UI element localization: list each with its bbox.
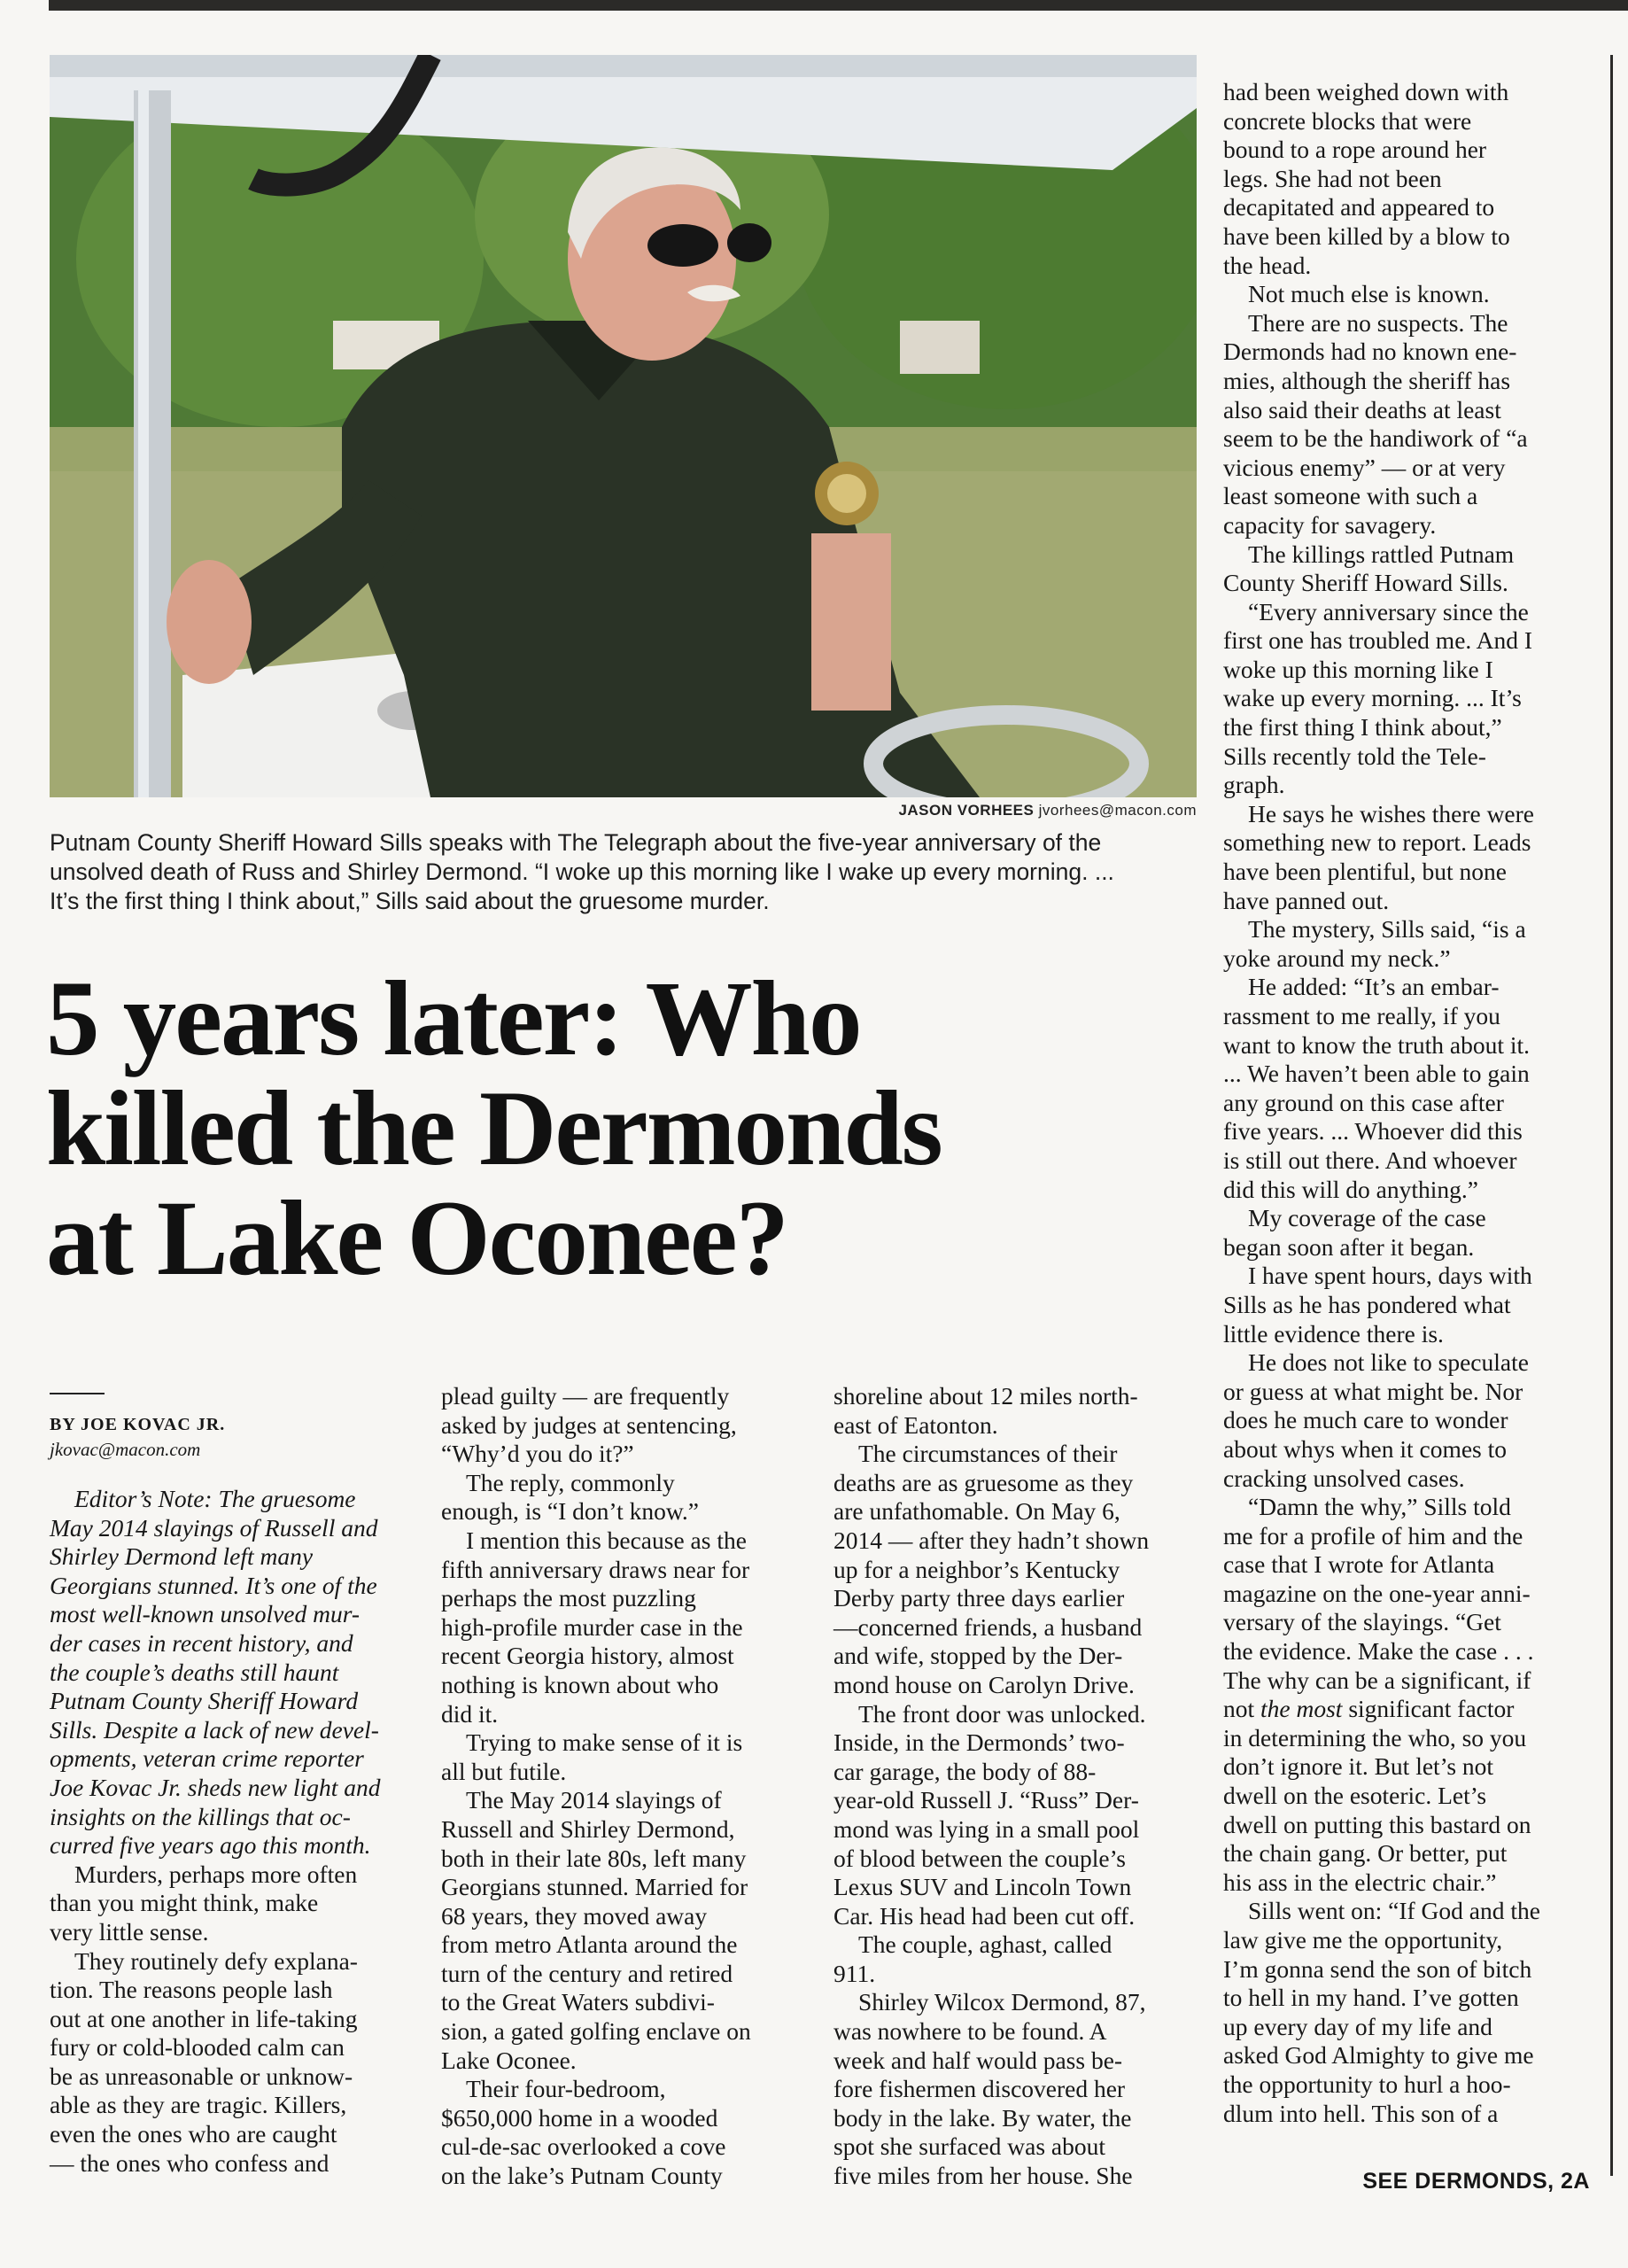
text-line: The couple, aghast, called [858, 1930, 1112, 1959]
text-line: The front door was unlocked. [858, 1699, 1146, 1728]
text-line: $650,000 home in a wooded [441, 2103, 718, 2132]
text-line: May 2014 slayings of Russell and [50, 1513, 378, 1542]
text-line: fore fishermen discovered her [833, 2075, 1126, 2103]
text-line: did this will do anything.” [1223, 1175, 1478, 1203]
top-border [49, 0, 1628, 11]
text-line: 2014 — after they hadn’t shown [833, 1526, 1150, 1554]
text-line: high-profile murder case in the [441, 1612, 743, 1641]
text-line: does he much care to wonder [1223, 1406, 1508, 1434]
text-line: five miles from her house. She [833, 2162, 1133, 2190]
photo-credit-email: jvorhees@macon.com [1038, 802, 1197, 819]
text-line: woke up this morning like I [1223, 655, 1493, 683]
headline-line: 5 years later: Who [46, 959, 861, 1078]
text-line: don’t ignore it. But let’s not [1223, 1752, 1494, 1781]
text-line: be as unreasonable or unknow- [50, 2062, 353, 2090]
text-line: about whys when it comes to [1223, 1434, 1508, 1463]
text-line: I have spent hours, days with [1248, 1262, 1532, 1290]
text-line: I mention this because as the [466, 1526, 747, 1554]
text-line: able as they are tragic. Killers, [50, 2091, 347, 2119]
text-line: perhaps the most puzzling [441, 1584, 696, 1612]
text-line: of blood between the couple’s [833, 1844, 1126, 1872]
text-line: turn of the century and retired [441, 1959, 733, 1987]
text-line: My coverage of the case [1248, 1204, 1486, 1232]
text-line: They routinely defy explana- [74, 1946, 358, 1975]
text-line: week and half would pass be- [833, 2046, 1123, 2074]
text-line: little evidence there is. [1223, 1319, 1444, 1348]
text-line: began soon after it began. [1223, 1232, 1475, 1261]
text-line: “Why’d you do it?” [441, 1440, 634, 1468]
text-line: bound to a rope around her [1223, 136, 1487, 164]
text-line: the evidence. Make the case . . . [1223, 1637, 1534, 1666]
text-line: wake up every morning. ... It’s [1223, 684, 1522, 712]
article-column-3 [833, 1382, 1197, 2191]
text-line [1223, 1695, 1595, 1724]
caption-line: It’s the first thing I think about,” Sills said about the gruesome murder. [50, 888, 770, 914]
text-line: rassment to me really, if you [1223, 1002, 1500, 1029]
text-line: curred five years ago this month. [50, 1831, 371, 1860]
text-line: capacity for savagery. [1223, 510, 1437, 539]
text-line: also said their deaths at least [1223, 395, 1501, 423]
text-line: recent Georgia history, almost [441, 1642, 734, 1670]
byline-email: jkovac@macon.com [50, 1439, 201, 1460]
text-line: yoke around my neck.” [1223, 944, 1451, 972]
text-line: seem to be the handiwork of “a [1223, 424, 1528, 453]
text-line: tion. The reasons people lash [50, 1976, 333, 2004]
text-line: are unfathomable. On May 6, [833, 1497, 1120, 1526]
text-line: “Every anniversary since the [1248, 597, 1529, 625]
text-line: dwell on putting this bastard on [1223, 1810, 1531, 1838]
text-line: on the lake’s Putnam County [441, 2162, 723, 2190]
text-line: The why can be a significant, if [1223, 1666, 1531, 1694]
article-column-4 [1223, 78, 1595, 2128]
text-line: Lake Oconee. [441, 2046, 577, 2074]
text-line: both in their late 80s, left many [441, 1844, 747, 1872]
text-line: up every day of my life and [1223, 2012, 1492, 2040]
text-line: cracking unsolved cases. [1223, 1464, 1465, 1492]
text-line: versary of the slayings. “Get [1223, 1608, 1501, 1636]
text-fragment: significant factor [1342, 1695, 1515, 1723]
text-line: was nowhere to be found. A [833, 2017, 1107, 2046]
text-line: up for a neighbor’s Kentucky [833, 1555, 1120, 1583]
text-line: Inside, in the Dermonds’ two- [833, 1728, 1125, 1757]
text-line: me for a profile of him and the [1223, 1521, 1523, 1550]
text-line: and wife, stopped by the Der- [833, 1642, 1123, 1670]
text-line: asked God Almighty to give me [1223, 2041, 1534, 2070]
text-line: —concerned friends, a husband [833, 1612, 1143, 1641]
text-line: year-old Russell J. “Russ” Der- [833, 1786, 1139, 1814]
text-line: He does not like to speculate [1248, 1348, 1529, 1377]
text-line: The killings rattled Putnam [1248, 540, 1515, 568]
text-line: Shirley Wilcox Dermond, 87, [858, 1988, 1146, 2016]
text-line: from metro Atlanta around the [441, 1930, 738, 1959]
text-line: to hell in my hand. I’ve gotten [1223, 1984, 1519, 2012]
text-line: vicious enemy” — or at very [1223, 453, 1506, 481]
text-line: Not much else is known. [1248, 280, 1490, 308]
byline-author: BY JOE KOVAC JR. [50, 1415, 226, 1434]
text-line: He says he wishes there were [1248, 799, 1535, 827]
text-line: Russell and Shirley Dermond, [441, 1814, 735, 1843]
text-line: the couple’s deaths still haunt [50, 1658, 339, 1686]
headline-line: killed the Dermonds [46, 1069, 942, 1188]
text-line: County Sheriff Howard Sills. [1223, 569, 1508, 597]
text-line: something new to report. Leads [1223, 828, 1531, 857]
text-line: Murders, perhaps more often [74, 1860, 358, 1888]
text-line: He added: “It’s an embar- [1248, 973, 1500, 1001]
text-line: I’m gonna send the son of bitch [1223, 1954, 1532, 1983]
photo-credit-name: JASON VORHEES [898, 802, 1035, 819]
text-line: his ass in the electric chair.” [1223, 1868, 1497, 1896]
text-line: or guess at what might be. Nor [1223, 1377, 1523, 1405]
photo-caption [50, 828, 1201, 916]
text-line: have been plentiful, but none [1223, 858, 1507, 886]
text-line: “Damn the why,” Sills told [1248, 1493, 1511, 1521]
text-line: very little sense. [50, 1917, 209, 1946]
text-line: east of Eatonton. [833, 1410, 998, 1439]
text-line: five years. ... Whoever did this [1223, 1117, 1523, 1146]
text-line: all but futile. [441, 1757, 567, 1785]
text-line: There are no suspects. The [1248, 308, 1508, 337]
emphasis-text: the most [1260, 1695, 1343, 1723]
text-line: Joe Kovac Jr. sheds new light and [50, 1773, 381, 1801]
caption-line: unsolved death of Russ and Shirley Dermond. “I woke up this morning like I wake up every morning. ... [50, 858, 1114, 885]
text-line: der cases in recent history, and [50, 1628, 353, 1657]
text-line: ... We haven’t been able to gain [1223, 1060, 1530, 1088]
headline [46, 959, 1198, 1298]
text-line: any ground on this case after [1223, 1088, 1504, 1116]
text-line: first one has troubled me. And I [1223, 626, 1533, 655]
headline-line: at Lake Oconee? [46, 1179, 788, 1298]
text-line: is still out there. And whoever [1223, 1146, 1517, 1174]
text-line: law give me the opportunity, [1223, 1926, 1503, 1953]
text-line: the head. [1223, 251, 1312, 279]
text-line: 68 years, they moved away [441, 1901, 708, 1930]
text-line: concrete blocks that were [1223, 106, 1472, 135]
text-line: Georgians stunned. It’s one of the [50, 1571, 377, 1599]
text-fragment: not [1223, 1695, 1261, 1723]
text-line: in determining the who, so you [1223, 1723, 1527, 1751]
text-line: mies, although the sheriff has [1223, 366, 1511, 394]
text-line: shoreline about 12 miles north- [833, 1382, 1138, 1410]
text-line: car garage, the body of 88- [833, 1757, 1097, 1785]
jump-line[interactable]: SEE DERMONDS, 2A [1362, 2169, 1590, 2194]
text-line: Trying to make sense of it is [466, 1728, 743, 1757]
caption-line: Putnam County Sheriff Howard Sills speaks with The Telegraph about the five-year anniversary of the [50, 829, 1102, 856]
text-line: Lexus SUV and Lincoln Town [833, 1873, 1132, 1901]
text-line: dwell on the esoteric. Let’s [1223, 1782, 1487, 1810]
sheriff-photo [50, 55, 1197, 797]
text-line: Sills. Despite a lack of new devel- [50, 1715, 379, 1744]
text-line: case that I wrote for Atlanta [1223, 1550, 1495, 1579]
text-line: Dermonds had no known ene- [1223, 338, 1517, 366]
text-line: fifth anniversary draws near for [441, 1555, 750, 1583]
text-line: insights on the killings that oc- [50, 1802, 351, 1830]
text-line: magazine on the one-year anni- [1223, 1579, 1531, 1607]
photo-credit [50, 802, 1197, 819]
text-line: Shirley Dermond left many [50, 1542, 314, 1571]
text-line: mond house on Carolyn Drive. [833, 1670, 1135, 1698]
byline-rule [50, 1393, 105, 1394]
text-line: legs. She had not been [1223, 164, 1442, 192]
text-line: most well-known unsolved mur- [50, 1600, 360, 1628]
text-line: Putnam County Sheriff Howard [50, 1687, 359, 1715]
text-line: want to know the truth about it. [1223, 1030, 1530, 1059]
text-line: asked by judges at sentencing, [441, 1410, 737, 1439]
text-line: enough, is “I don’t know.” [441, 1497, 699, 1526]
text-line: Car. His head had been cut off. [833, 1901, 1136, 1930]
text-line: deaths are as gruesome as they [833, 1468, 1134, 1496]
column-rule [1610, 55, 1613, 2176]
text-line: cul-de-sac overlooked a cove [441, 2132, 726, 2161]
text-line: fury or cold-blooded calm can [50, 2033, 345, 2062]
text-line: spot she surfaced was about [833, 2132, 1105, 2161]
text-line: than you might think, make [50, 1889, 319, 1917]
text-line: The reply, commonly [466, 1468, 675, 1496]
text-line: 911. [833, 1959, 876, 1987]
text-line: Sills recently told the Tele- [1223, 742, 1486, 770]
article-column-1 [50, 1393, 422, 2178]
text-line: had been weighed down with [1223, 78, 1509, 105]
text-line: body in the lake. By water, the [833, 2103, 1132, 2132]
text-line: have panned out. [1223, 886, 1390, 914]
text-line: even the ones who are caught [50, 2120, 337, 2148]
text-line: sion, a gated golfing enclave on [441, 2017, 751, 2046]
text-line: The circumstances of their [858, 1440, 1118, 1468]
text-line: out at one another in life-taking [50, 2004, 358, 2032]
text-line: The May 2014 slayings of [466, 1786, 722, 1814]
text-line: opments, veteran crime reporter [50, 1744, 364, 1773]
text-line: Georgians stunned. Married for [441, 1873, 748, 1901]
text-line: the opportunity to hurl a hoo- [1223, 2070, 1511, 2098]
text-line: nothing is known about who [441, 1670, 719, 1698]
text-line: did it. [441, 1699, 499, 1728]
text-line: Editor’s Note: The gruesome [74, 1485, 356, 1512]
text-line: Derby party three days earlier [833, 1584, 1125, 1612]
text-line: The mystery, Sills said, “is a [1248, 915, 1526, 944]
text-line: decapitated and appeared to [1223, 193, 1495, 221]
text-line: least someone with such a [1223, 482, 1478, 510]
article-column-2 [441, 1382, 795, 2191]
text-line: plead guilty — are frequently [441, 1382, 730, 1410]
text-line: dlum into hell. This son of a [1223, 2099, 1499, 2127]
text-line: have been killed by a blow to [1223, 221, 1510, 250]
text-line: Sills as he has pondered what [1223, 1290, 1511, 1318]
text-line: the chain gang. Or better, put [1223, 1839, 1508, 1868]
text-line: mond was lying in a small pool [833, 1814, 1140, 1843]
text-line: — the ones who confess and [50, 2148, 329, 2177]
text-line: to the Great Waters subdivi- [441, 1988, 715, 2016]
text-line: Their four-bedroom, [466, 2075, 666, 2103]
text-line: graph. [1223, 771, 1285, 799]
text-line: the first thing I think about,” [1223, 713, 1502, 742]
text-line: Sills went on: “If God and the [1248, 1897, 1540, 1925]
